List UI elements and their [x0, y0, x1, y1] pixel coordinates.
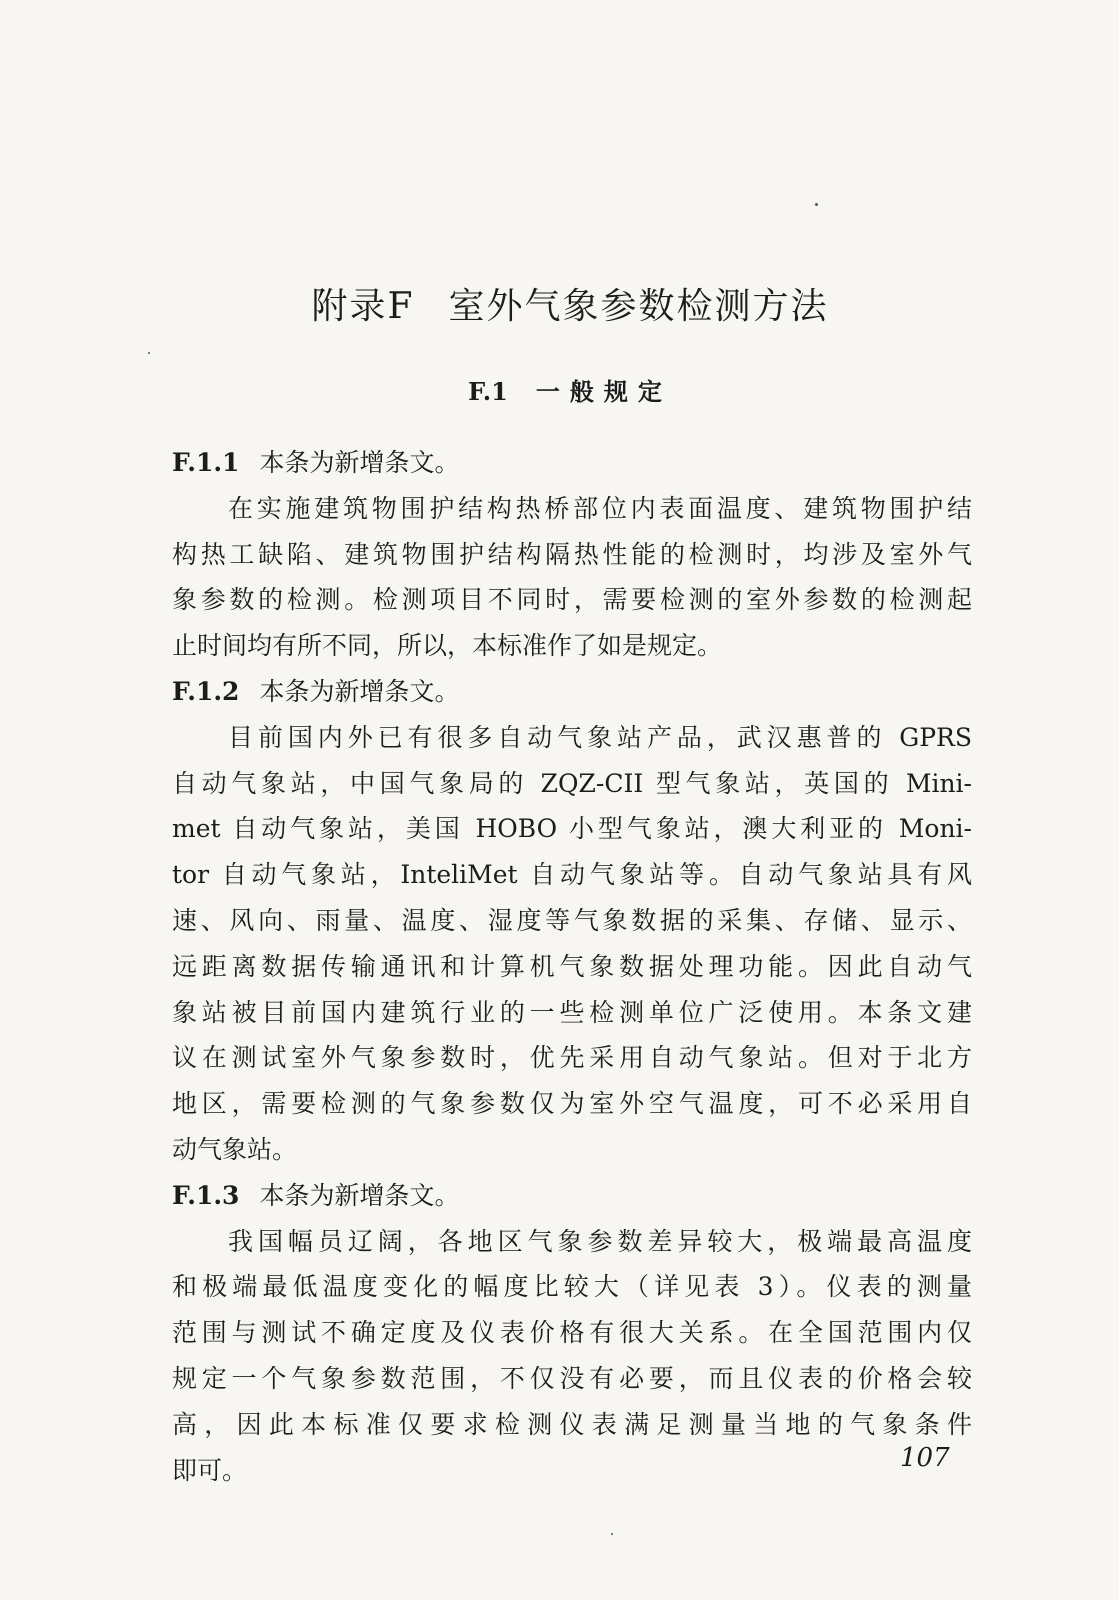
page-number: 107	[900, 1443, 950, 1473]
paragraph-line: 象站被目前国内建筑行业的一些检测单位广泛使用。本条文建	[172, 997, 972, 1027]
section-name: 一般规定	[535, 377, 672, 406]
paragraph-line: met 自动气象站，美国 HOBO 小型气象站，澳大利亚的 Moni-	[172, 814, 972, 844]
paragraph-line: 在实施建筑物围护结构热桥部位内表面温度、建筑物围护结	[228, 493, 972, 523]
paragraph-line: 地区，需要检测的气象参数仅为室外空气温度，可不必采用自	[172, 1089, 972, 1119]
clause-heading-text: 本条为新增条文。	[259, 448, 460, 477]
clause-number: F.1.3	[172, 1180, 240, 1210]
clause-heading-text: 本条为新增条文。	[259, 676, 460, 706]
paragraph-line: 动气象站。	[172, 1134, 298, 1164]
document-body	[172, 440, 972, 1493]
paragraph-line: 构热工缺陷、建筑物围护结构隔热性能的检测时，均涉及室外气	[172, 539, 972, 569]
paragraph-line: 远距离数据传输通讯和计算机气象数据处理功能。因此自动气	[172, 951, 972, 981]
clause-number: F.1.2	[172, 676, 240, 706]
paragraph-line: 止时间均有所不同，所以，本标准作了如是规定。	[172, 631, 723, 661]
paragraph-line: 范围与测试不确定度及仪表价格有很大关系。在全国范围内仅	[172, 1318, 972, 1348]
clause-heading-text: 本条为新增条文。	[259, 1180, 460, 1210]
scan-speck	[148, 352, 150, 354]
paragraph-line: 速、风向、雨量、温度、湿度等气象数据的采集、存储、显示、	[172, 905, 972, 935]
clause-number: F.1.1	[172, 448, 240, 477]
scan-speck	[815, 203, 818, 206]
section-number: F.1	[468, 377, 508, 406]
paragraph-line: 和极端最低温度变化的幅度比较大（详见表 3）。仪表的测量	[172, 1272, 972, 1302]
section-title	[170, 372, 970, 412]
paragraph-line: 即可。	[172, 1455, 248, 1485]
chapter-title	[170, 282, 970, 332]
paragraph-line: tor 自动气象站，InteliMet 自动气象站等。自动气象站具有风	[172, 860, 972, 890]
paragraph-line: 自动气象站，中国气象局的 ZQZ-CII 型气象站，英国的 Mini-	[172, 768, 972, 798]
clause-heading	[172, 669, 972, 715]
paragraph-line: 目前国内外已有很多自动气象站产品，武汉惠普的 GPRS	[228, 722, 972, 752]
paragraph-line: 议在测试室外气象参数时，优先采用自动气象站。但对于北方	[172, 1043, 972, 1073]
paragraph-line: 象参数的检测。检测项目不同时，需要检测的室外参数的检测起	[172, 585, 972, 615]
chapter-name: 室外气象参数检测方法	[448, 286, 829, 327]
clause-heading	[172, 440, 972, 486]
paragraph-line: 我国幅员辽阔，各地区气象参数差异较大，极端最高温度	[228, 1226, 972, 1256]
paragraph-line: 高，因此本标准仅要求检测仪表满足测量当地的气象条件	[172, 1409, 972, 1439]
paragraph-line: 规定一个气象参数范围，不仅没有必要，而且仪表的价格会较	[172, 1363, 972, 1393]
chapter-number: 附录F	[311, 286, 415, 327]
scan-speck	[611, 1533, 613, 1535]
clause-heading	[172, 1173, 972, 1219]
